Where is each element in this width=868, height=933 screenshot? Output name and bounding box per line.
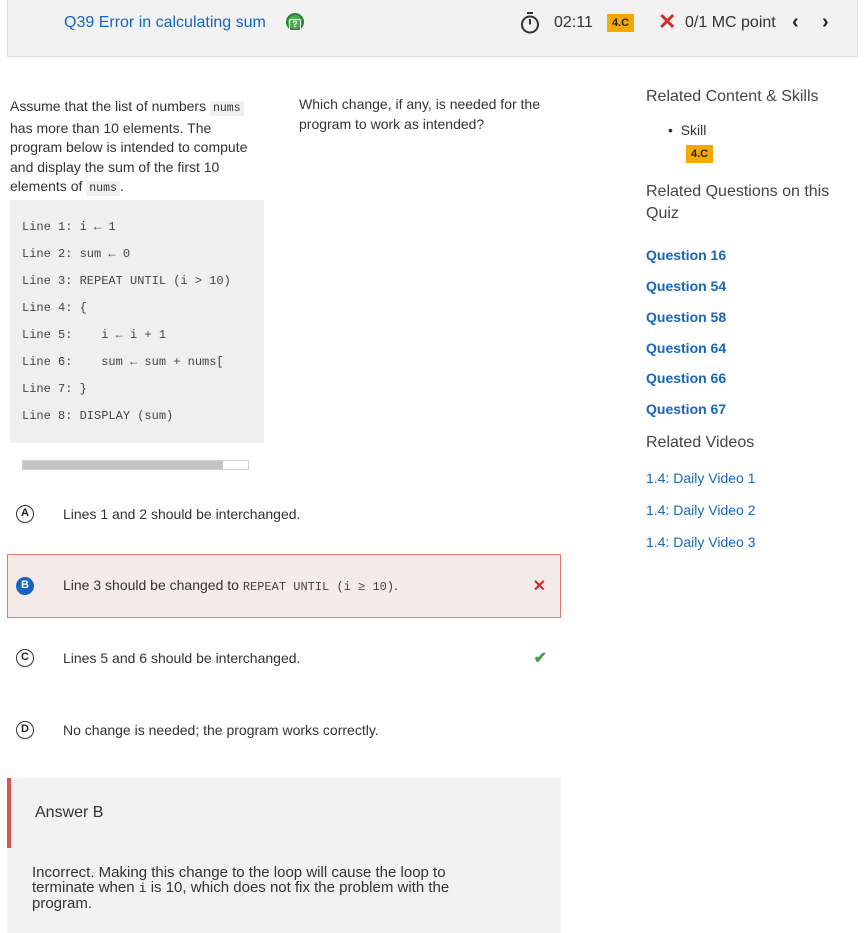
code-line: Line 4: { [22, 301, 87, 315]
related-video-link[interactable]: 1.4: Daily Video 2 [646, 502, 756, 518]
choice-text-a: Lines 1 and 2 should be interchanged. [63, 506, 301, 522]
choice-text-c: Lines 5 and 6 should be interchanged. [63, 650, 301, 666]
choice-letter-b[interactable]: B [16, 577, 34, 595]
answer-status-bar [7, 778, 11, 848]
related-question-link[interactable]: Question 64 [646, 340, 727, 356]
code-line: Line 1: i ← 1 [22, 220, 116, 234]
stem-text-3: . [119, 178, 124, 195]
code-line: Line 5: i ← i + 1 [22, 328, 167, 342]
sidebar-skill-badge[interactable]: 4.C [686, 145, 713, 163]
stem-text-2: has more than 10 elements. The program below is intended to compute and display the sum of the first 10 elements of [10, 119, 248, 195]
related-question-link[interactable]: Question 66 [646, 370, 727, 386]
related-question-link[interactable]: Question 54 [646, 278, 727, 294]
code-line: Line 2: sum ← 0 [22, 247, 131, 261]
related-video-link[interactable]: 1.4: Daily Video 1 [646, 470, 756, 486]
choice-a[interactable] [7, 500, 561, 528]
question-prompt: Which change, if any, is needed for the program to work as intended? [299, 96, 540, 132]
related-question-link[interactable]: Question 67 [646, 401, 727, 417]
code-scrollbar[interactable] [22, 460, 249, 470]
stem-var-nums-2: nums [86, 181, 120, 196]
choice-text-b [63, 577, 398, 594]
related-questions-heading: Related Questions on this Quiz [646, 183, 830, 222]
related-videos-heading: Related Videos [646, 434, 755, 451]
scrollbar-thumb[interactable] [23, 461, 223, 469]
related-video-link[interactable]: 1.4: Daily Video 3 [646, 534, 756, 550]
choice-letter-a[interactable]: A [16, 505, 34, 523]
stem-text-1: Assume that the list of numbers [10, 98, 207, 114]
code-line: Line 3: REPEAT UNTIL (i > 10) [22, 274, 231, 288]
chevron-right-icon[interactable]: › [822, 11, 829, 33]
answer-panel [7, 778, 561, 933]
choice-text-b-main: Line 3 should be changed to [63, 577, 239, 593]
choice-code-b: REPEAT UNTIL (i ≥ 10) [242, 580, 395, 594]
related-question-link[interactable]: Question 16 [646, 247, 727, 263]
answer-explanation [32, 865, 502, 911]
answer-expl-1: Incorrect. Making this change to the loop will cause the loop to terminate when [32, 864, 446, 896]
question-stem [10, 97, 255, 199]
answer-expl-2: is 10, which does not fix the problem with the program. [32, 879, 450, 912]
choice-letter-c[interactable]: C [16, 649, 34, 667]
answer-expl-var: i [138, 881, 147, 896]
stem-var-nums: nums [210, 101, 244, 116]
choice-letter-d[interactable]: D [16, 721, 34, 739]
incorrect-icon: ✕ [658, 9, 677, 34]
code-line: Line 8: DISPLAY (sum) [22, 409, 174, 423]
correct-check-icon: ✔ [533, 650, 547, 667]
stopwatch-icon [520, 12, 540, 34]
related-content-heading: Related Content & Skills [646, 88, 819, 105]
help-icon[interactable]: ? [286, 13, 304, 31]
related-question-link[interactable]: Question 58 [646, 309, 727, 325]
incorrect-mark-icon: ✕ [532, 578, 546, 595]
skill-label: Skill [680, 122, 707, 138]
timer: 02:11 [554, 14, 593, 31]
choice-c[interactable] [7, 644, 561, 672]
code-block [10, 200, 264, 443]
choice-text-d: No change is needed; the program works correctly. [63, 722, 379, 738]
choice-b[interactable] [7, 554, 561, 618]
answer-label: Answer B [35, 804, 104, 821]
points-text: 0/1 MC point [685, 14, 776, 31]
code-line: Line 6: sum ← sum + nums[ [22, 355, 224, 369]
choice-text-b-suffix: . [394, 577, 398, 593]
question-header [7, 0, 858, 57]
choice-d[interactable] [7, 716, 561, 744]
chevron-left-icon[interactable]: ‹ [792, 11, 799, 33]
skill-badge: 4.C [607, 14, 634, 32]
code-line: Line 7: } [22, 382, 87, 396]
question-title: Q39 Error in calculating sum [64, 14, 266, 31]
skill-item: • Skill [668, 122, 707, 138]
